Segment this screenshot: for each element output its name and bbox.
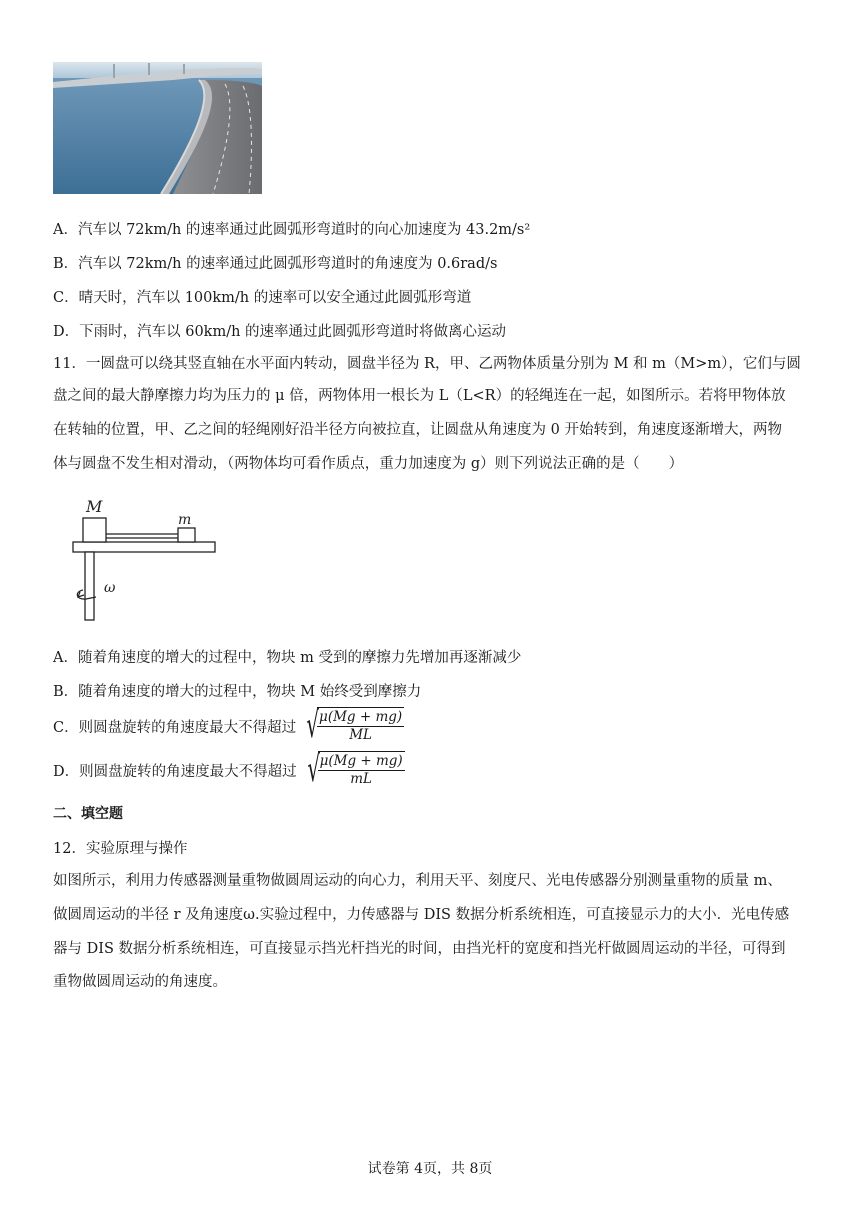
q12-title: 12．实验原理与操作 [53, 841, 188, 857]
q11-line-3: 在转轴的位置，甲、乙之间的轻绳刚好沿半径方向被拉直，让圆盘从角速度为 0 开始转到，角速度逐渐增大，两物 [53, 422, 782, 438]
page-footer: 试卷第 4页，共 8页 [367, 1161, 493, 1177]
q11-option-d [53, 751, 405, 789]
q11-line-2: 盘之间的最大静摩擦力均为压力的 μ 倍，两物体用一根长为 L（L<R）的轻绳连在一起，如图所示。若将甲物体放 [53, 388, 786, 404]
q11-option-a: A．随着角速度的增大的过程中，物块 m 受到的摩擦力先增加再逐渐减少 [53, 650, 522, 666]
q11-option-c [53, 707, 404, 745]
q12-line-4: 重物做圆周运动的角速度。 [53, 974, 227, 990]
prev-option-a: A．汽车以 72km/h 的速率通过此圆弧形弯道时的向心加速度为 43.2m/s² [53, 222, 531, 238]
option-c-text: C．则圆盘旋转的角速度最大不得超过 [53, 719, 297, 736]
label-big-mass: M [86, 497, 103, 516]
fraction-denominator-c: ML [349, 727, 372, 743]
prev-option-c: C．晴天时，汽车以 100km/h 的速率可以安全通过此圆弧形弯道 [53, 290, 472, 306]
q11-line-4: 体与圆盘不发生相对滑动，（两物体均可看作质点，重力加速度为 g）则下列说法正确的是（ ） [53, 456, 684, 472]
section-heading: 二、填空题 [53, 806, 123, 822]
bridge-photo [53, 62, 262, 194]
label-omega: ω [104, 580, 116, 596]
q12-line-2: 做圆周运动的半径 r 及角速度ω.实验过程中，力传感器与 DIS 数据分析系统相连，可直接显示力的大小．光电传感 [53, 907, 790, 923]
sqrt-expression-c: √ $\frac{\mu(Mg + mg)}{ML}$ [306, 705, 403, 746]
label-small-mass: m [178, 512, 192, 528]
fraction-denominator-d: mL [350, 771, 373, 787]
disk-diagram [64, 494, 224, 624]
prev-option-d: D．下雨时，汽车以 60km/h 的速率通过此圆弧形弯道时将做离心运动 [53, 324, 507, 340]
q11-line-1: 11．一圆盘可以绕其竖直轴在水平面内转动，圆盘半径为 R，甲、乙两物体质量分别为 M 和 m（M>m），它们与圆 [53, 356, 801, 372]
prev-option-b: B．汽车以 72km/h 的速率通过此圆弧形弯道时的角速度为 0.6rad/s [53, 256, 498, 272]
q12-line-3: 器与 DIS 数据分析系统相连，可直接显示挡光杆挡光的时间，由挡光杆的宽度和挡光杆做圆周运动的半径，可得到 [53, 941, 786, 957]
q12-line-1: 如图所示，利用力传感器测量重物做圆周运动的向心力，利用天平、刻度尺、光电传感器分别测量重物的质量 m、 [53, 873, 782, 889]
fraction-numerator-d: μ(Mg + mg) [319, 753, 403, 769]
fraction-numerator-c: μ(Mg + mg) [319, 709, 403, 725]
sqrt-expression-d: √ $\frac{\mu(Mg + mg)}{mL}$ [306, 749, 403, 790]
option-d-text: D．则圆盘旋转的角速度最大不得超过 [53, 763, 297, 780]
q11-option-b: B．随着角速度的增大的过程中，物块 M 始终受到摩擦力 [53, 684, 422, 700]
